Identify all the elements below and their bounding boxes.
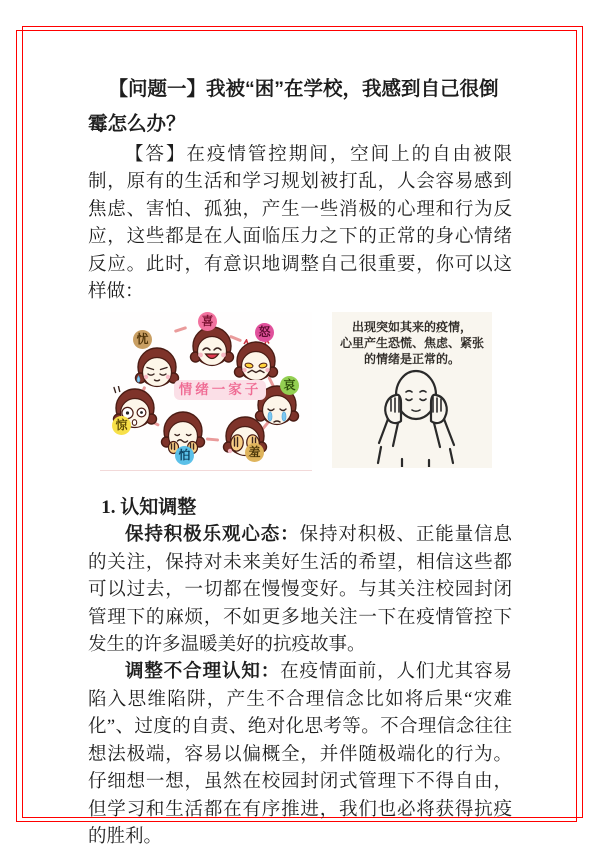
- caption-line: 出现突如其来的疫情，: [351, 320, 472, 335]
- question-title: 【问题一】我被“困”在学校，我感到自己很倒霉怎么办？: [88, 78, 499, 135]
- emotion-label-sorrow: 哀: [280, 376, 299, 395]
- section-heading: 1. 认知调整: [101, 497, 197, 519]
- paragraph-lead-bold: 调整不合理认知：: [125, 662, 281, 683]
- text-column: [88, 72, 512, 851]
- paragraph-text: 在疫情面前，人们尤其容易陷入思维陷阱，产生不合理信念比如将后果“灾难化”、过度的自责、绝对化思考等。不合理信念往往想法极端，容易以偏概全，并伴随极端化的行为。仔细想一想，虽然在校园封闭式管理下不得自由，但学习和生活都在有序推进，我们也必将获得抗疫的胜利。: [88, 662, 512, 847]
- emotion-label-fear: 怕: [175, 446, 194, 465]
- illustrations-row: [100, 312, 512, 472]
- happy-face-icon: [188, 324, 236, 372]
- connector-dash: [205, 437, 218, 441]
- caption-line: 的情绪是正常的。: [363, 352, 460, 367]
- emotion-label-surprise: 惊: [112, 416, 131, 435]
- worried-person-caption: [332, 312, 492, 367]
- connector-dash: [173, 326, 186, 333]
- emotion-family-title: 情绪一家子: [174, 380, 266, 400]
- paragraph-positive-mindset: [88, 522, 512, 659]
- caption-line: 心里产生恐慌、焦虑、紧张: [339, 336, 484, 351]
- paragraph-irrational-beliefs: [88, 659, 512, 851]
- emotion-family-image: [100, 312, 312, 471]
- worried-person-drawing: [332, 367, 492, 467]
- worried-person-image: [332, 312, 492, 468]
- answer-paragraph: 【答】在疫情管控期间，空间上的自由被限制，原有的生活和学习规划被打乱，人会容易感到焦虑、害怕、孤独，产生一些消极的心理和行为反应，这些都是在人面临压力之下的正常的身心情绪反应。此时，有意识地调整自己很重要，你可以这样做：: [88, 145, 512, 303]
- emotion-label-anger: 怒: [255, 323, 274, 342]
- paragraph-lead-bold: 保持积极乐观心态：: [125, 525, 300, 546]
- emotion-label-shyness: 羞: [245, 443, 264, 462]
- emotion-label-worry: 忧: [133, 330, 152, 349]
- paragraph-text: 保持对积极、正能量信息的关注，保持对未来美好生活的希望，相信这些都可以过去，一切都在慢慢变好。与其关注校园封闭管理下的麻烦，不如更多地关注一下在疫情管控下发生的许多温暖美好的抗疫故事。: [88, 525, 512, 656]
- emotion-label-joy: 喜: [198, 312, 217, 331]
